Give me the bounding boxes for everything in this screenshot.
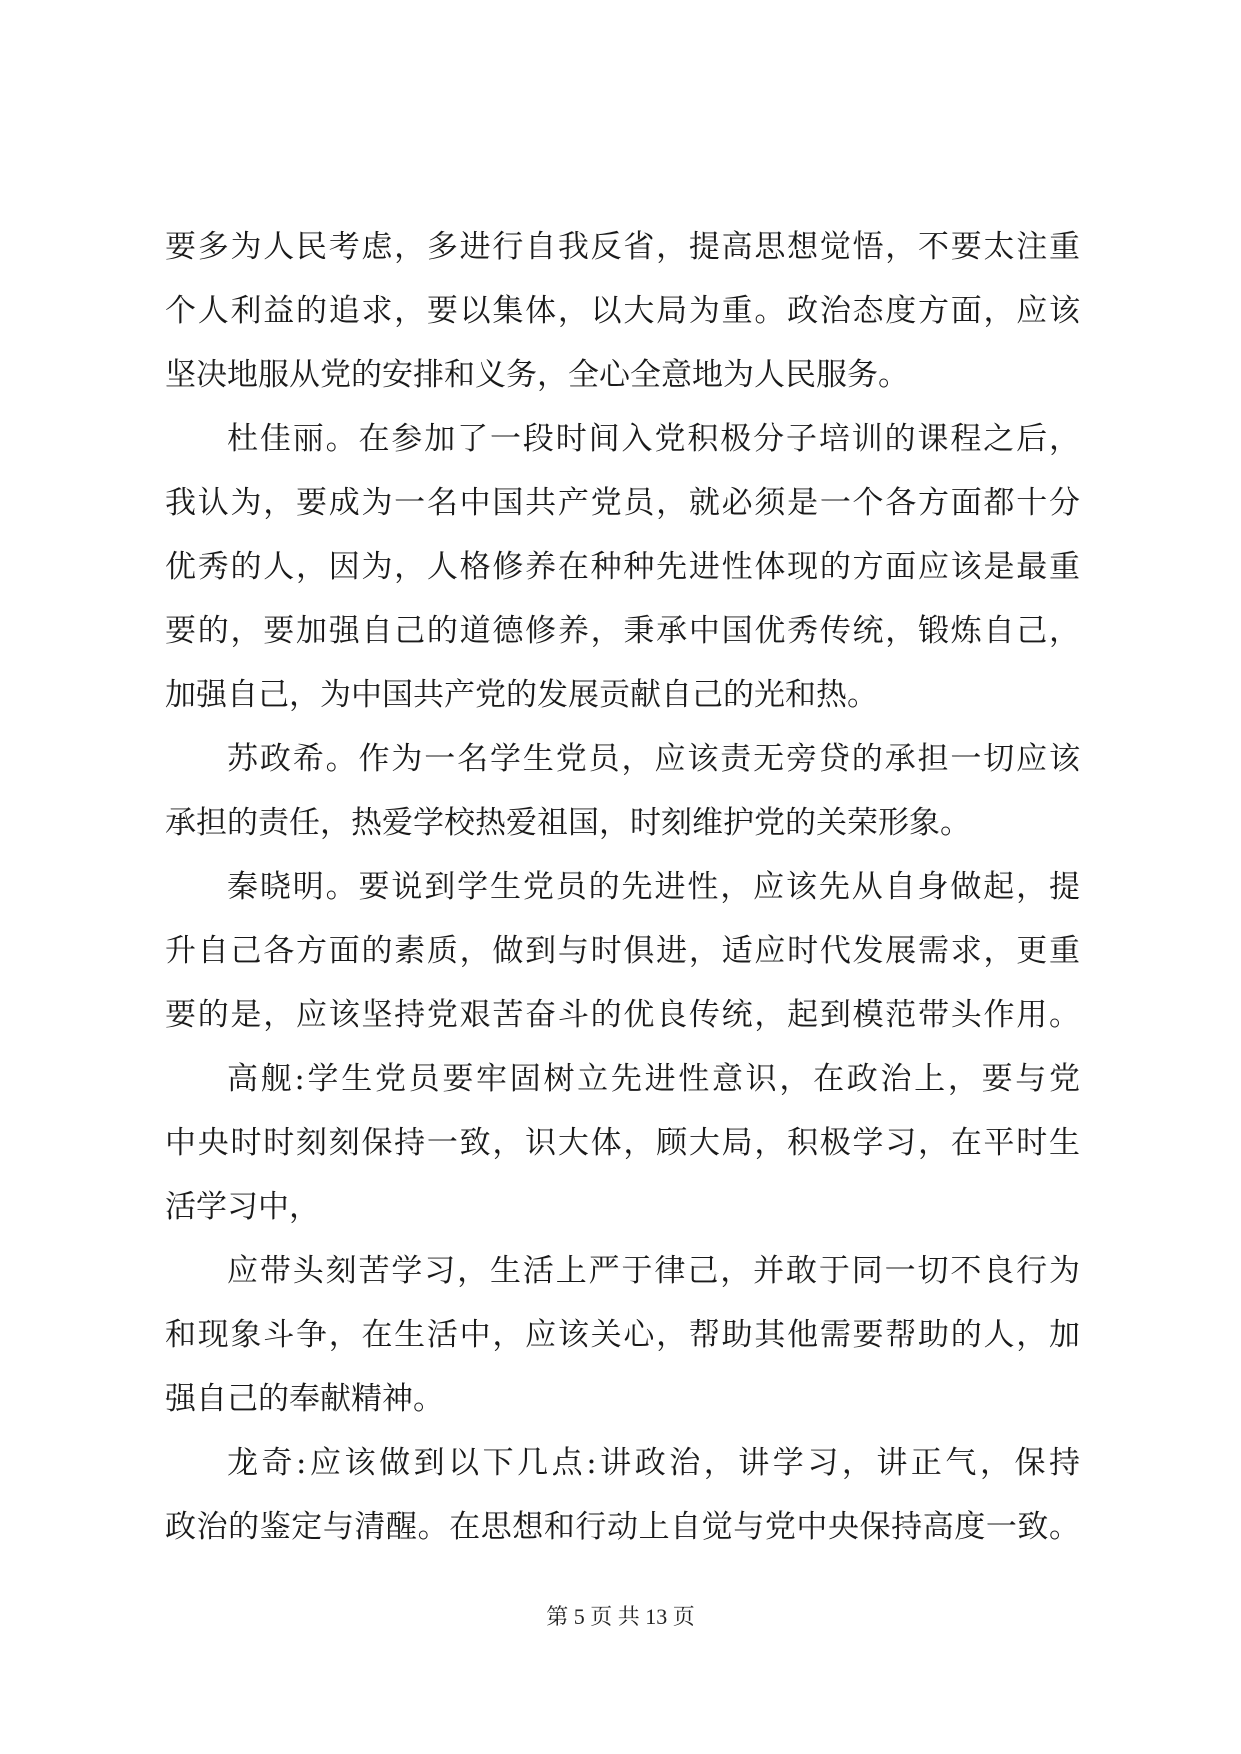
text-line: 要的是，应该坚持党艰苦奋斗的优良传统，起到模范带头作用。 — [165, 997, 1080, 1033]
text-line: 强自己的奉献精神。 — [165, 1381, 444, 1417]
text-line: 加强自己，为中国共产党的发展贡献自己的光和热。 — [165, 677, 878, 713]
text-line: 应带头刻苦学习，生活上严于律己，并敢于同一切不良行为 — [227, 1253, 1080, 1289]
text-line: 高舰:学生党员要牢固树立先进性意识，在政治上，要与党 — [227, 1061, 1080, 1097]
page-number: 第 5 页 共 13 页 — [546, 1604, 695, 1629]
text-line: 优秀的人，因为，人格修养在种种先进性体现的方面应该是最重 — [165, 549, 1080, 585]
text-line: 要多为人民考虑，多进行自我反省，提高思想觉悟，不要太注重 — [165, 229, 1080, 265]
text-line: 活学习中， — [165, 1189, 320, 1225]
text-line: 坚决地服从党的安排和义务，全心全意地为人民服务。 — [165, 357, 909, 393]
text-line: 个人利益的追求，要以集体，以大局为重。政治态度方面，应该 — [165, 293, 1080, 329]
text-line: 苏政希。作为一名学生党员，应该责无旁贷的承担一切应该 — [227, 741, 1080, 777]
text-line: 杜佳丽。在参加了一段时间入党积极分子培训的课程之后， — [227, 421, 1080, 457]
text-line: 秦晓明。要说到学生党员的先进性，应该先从自身做起，提 — [227, 869, 1080, 905]
text-line: 中央时时刻刻保持一致，识大体，顾大局，积极学习，在平时生 — [165, 1125, 1080, 1161]
text-line: 龙奇:应该做到以下几点:讲政治，讲学习，讲正气，保持 — [227, 1445, 1080, 1481]
text-line: 升自己各方面的素质，做到与时俱进，适应时代发展需求，更重 — [165, 933, 1080, 969]
text-line: 和现象斗争，在生活中，应该关心，帮助其他需要帮助的人，加 — [165, 1317, 1080, 1353]
text-line: 要的，要加强自己的道德修养，秉承中国优秀传统，锻炼自己， — [165, 613, 1080, 649]
text-line: 承担的责任，热爱学校热爱祖国，时刻维护党的关荣形象。 — [165, 805, 971, 841]
text-line: 政治的鉴定与清醒。在思想和行动上自觉与党中央保持高度一致。 — [165, 1509, 1080, 1545]
document-body — [165, 227, 1080, 1571]
text-line: 我认为，要成为一名中国共产党员，就必须是一个各方面都十分 — [165, 485, 1080, 521]
